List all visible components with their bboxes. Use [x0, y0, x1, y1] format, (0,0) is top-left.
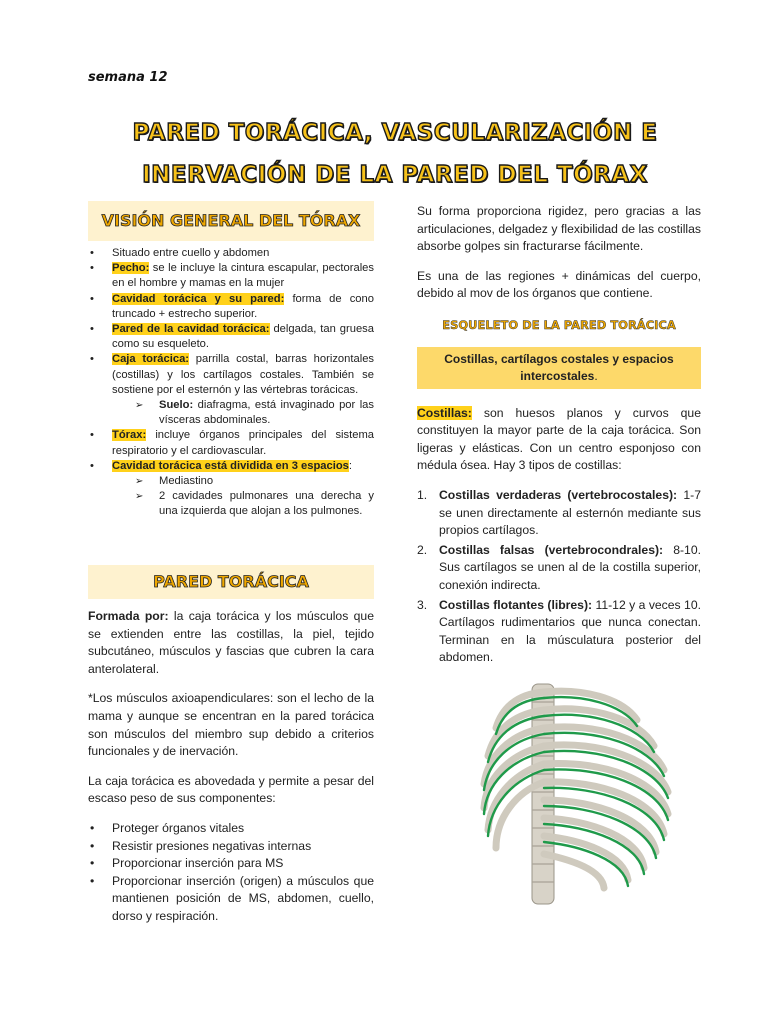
- rib-cage-illustration: [472, 680, 682, 910]
- sub-list-item: ➢ 2 cavidades pulmonares una derecha y una izquierda que alojan a los pulmones.: [112, 489, 374, 519]
- section-heading-vision-general: VISIÓN GENERAL DEL TÓRAX: [88, 201, 374, 241]
- list-item: • Proporcionar inserción para MS: [88, 855, 374, 873]
- paragraph: *Los músculos axioapendiculares: son el lecho de la mama y aunque se encentran en la pared torácica son músculos del miembro sup debido a criterios funcionales y de inervación.: [88, 691, 374, 759]
- paragraph: Es una de las regiones + dinámicas del cuerpo, debido al mov de los órganos que contiene.: [417, 268, 701, 301]
- title-line-1: PARED TORÁCICA, VASCULARIZACIÓN E: [132, 120, 658, 146]
- page-title: [100, 112, 690, 196]
- paragraph-costillas: Costillas: son huesos planos y curvos que constituyen la mayor parte de la caja torácica. Son ligeras y elásticas. Con un centro esponjoso con médula ósea. Hay 3 tipos de costillas:: [417, 405, 701, 473]
- title-line-2: INERVACIÓN DE LA PARED DEL TÓRAX: [142, 162, 648, 188]
- subheading-esqueleto: ESQUELETO DE LA PARED TORÁCICA: [442, 317, 676, 332]
- highlight-label: Cavidad torácica y su pared:: [112, 292, 285, 305]
- section-heading-pared-toracica: PARED TORÁCICA: [88, 565, 374, 599]
- list-item: • Tórax: incluye órganos principales del sistema respiratorio y el cardiovascular.: [88, 428, 374, 458]
- overview-list: [88, 246, 374, 520]
- list-item: • Cavidad torácica está dividida en 3 espacios: ➢ Mediastino ➢ 2 cavidades pulmonares una derecha y una izquierda que alojan a los pulmones.: [88, 459, 374, 520]
- list-item: 1. Costillas verdaderas (vertebrocostales): 1-7 se unen directamente al esternón mediante sus propios cartílagos.: [417, 487, 701, 538]
- list-item: • Proporcionar inserción (origen) a músculos que mantienen posición de MS, abdomen, cuello, dorso y respiración.: [88, 873, 374, 926]
- list-item: • Pared de la cavidad torácica: delgada, tan gruesa como su esqueleto.: [88, 322, 374, 352]
- list-item: 3. Costillas flotantes (libres): 11-12 y a veces 10. Cartílagos rudimentarios que nunca conectan. Terminan en la músculatura posterior del abdomen.: [417, 597, 701, 665]
- list-item: • Caja torácica: parrilla costal, barras horizontales (costillas) y los cartílagos costales. También se sostiene por el esternón y las vértebras torácicas. ➢ Suelo: diafragma, está invaginado por las vísceras abdominales.: [88, 352, 374, 428]
- list-item: 2. Costillas falsas (vertebrocondrales): 8-10. Sus cartílagos se unen al de la costilla superior, conexión indirecta.: [417, 542, 701, 592]
- highlight-label: Caja torácica:: [112, 353, 190, 366]
- paragraph: Su forma proporciona rigidez, pero gracias a las articulaciones, delgadez y flexibilidad de las costillas absorbe golpes sin fracturarse fácilmente.: [417, 204, 701, 254]
- highlight-label: Cavidad torácica está dividida en 3 espacios: [112, 459, 349, 472]
- ribs: [484, 691, 668, 888]
- highlight-box: Costillas, cartílagos costales y espacios intercostales.: [417, 347, 701, 389]
- highlight-label: Tórax:: [112, 429, 147, 442]
- highlight-label: Pecho:: [112, 262, 150, 275]
- pared-toracica-text: [88, 608, 374, 926]
- highlight-label: Pared de la cavidad torácica:: [112, 323, 270, 336]
- list-item: • Situado entre cuello y abdomen: [88, 246, 374, 261]
- list-item: • Pecho: se le incluye la cintura escapular, pectorales en el hombre y mamas en la mujer: [88, 261, 374, 291]
- paragraph: Formada por: la caja torácica y los músculos que se extienden entre las costillas, la piel, tejido subcutáneo, músculos y fascias que cubren la cara anterolateral.: [88, 609, 374, 676]
- sub-list-item: ➢ Mediastino: [112, 474, 374, 489]
- rib-types-list: [417, 487, 701, 667]
- paragraph: La caja torácica es abovedada y permite a pesar del escaso peso de sus componentes:: [88, 773, 374, 806]
- list-item: • Cavidad torácica y su pared: forma de cono truncado + estrecho superior.: [88, 292, 374, 322]
- week-label: semana 12: [88, 70, 168, 85]
- list-item: • Proteger órganos vitales: [88, 820, 374, 838]
- highlight-label: Costillas:: [417, 405, 472, 420]
- list-item: • Resistir presiones negativas internas: [88, 838, 374, 856]
- sub-list-item: ➢ Suelo: diafragma, está invaginado por las vísceras abdominales.: [112, 398, 374, 428]
- right-column: [417, 203, 701, 669]
